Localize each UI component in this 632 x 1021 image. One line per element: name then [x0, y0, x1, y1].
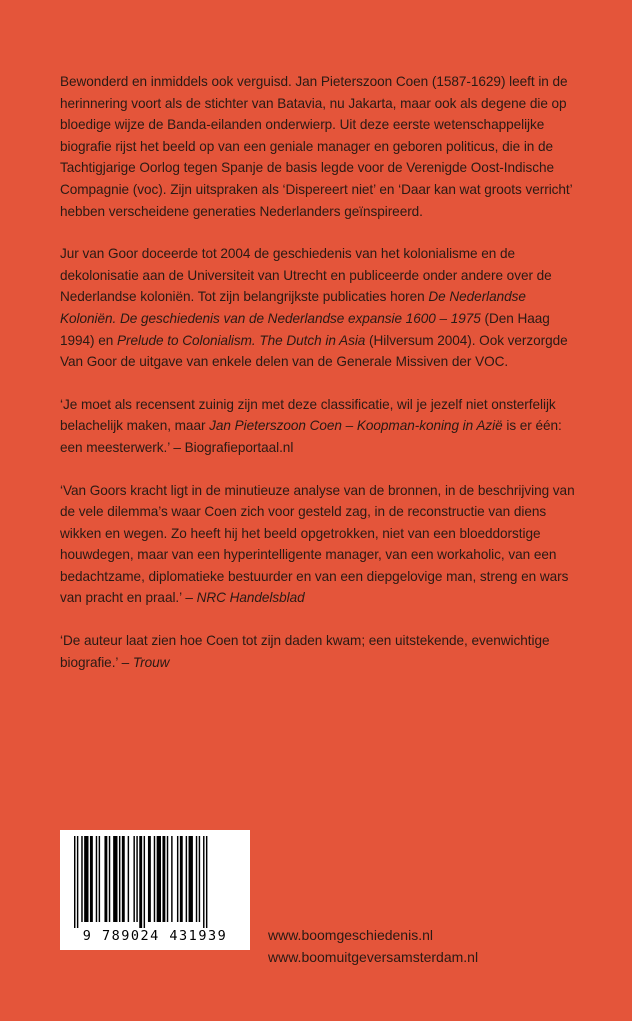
barcode-bar [139, 836, 142, 928]
barcode-bar [136, 836, 137, 922]
barcode-bar [113, 836, 117, 922]
barcode-bar [96, 836, 97, 922]
review-source-nrc: NRC Handelsblad [196, 590, 305, 606]
barcode-bar [189, 836, 193, 922]
publisher-urls [268, 924, 478, 968]
barcode-bar [104, 836, 107, 922]
barcode-bar [74, 836, 75, 928]
review-quote-3: ‘De auteur laat zien hoe Coen tot zijn daden kwam; een uitstekende, evenwichtige biografie.’ – Trouw [60, 633, 550, 670]
review-source-trouw: Trouw [132, 654, 170, 670]
barcode-bar [90, 836, 93, 922]
barcode-bars [60, 830, 250, 930]
url-boom-uitgevers[interactable]: www.boomuitgeversamsterdam.nl [268, 949, 479, 965]
barcode-bar [119, 836, 120, 922]
url-boom-geschiedenis[interactable]: www.boomgeschiedenis.nl [268, 927, 433, 943]
barcode-bar [206, 836, 207, 928]
barcode-bar [109, 836, 110, 922]
summary-paragraph: Bewonderd en inmiddels ook verguisd. Jan Pieterszoon Coen (1587-1629) leeft in de herinnering voort als de stichter van Batavia, nu Jakarta, maar ook als degene die op bloedige wijze de Banda-eilanden onderwierp. Uit deze eerste wetenschappelijke biografie rijst het beeld op van een geniale manager en geboren politicus, die in de Tachtigjarige Oorlog tegen Spanje de basis legde voor de Verenigde Oost-Indische Compagnie (voc). Zijn uitspraken als ‘Dispereert niet’ en ‘Daar kan wat groots verricht’ hebben verscheidene generaties Nederlanders geïnspireerd. [60, 74, 573, 219]
barcode-bar [77, 836, 78, 928]
barcode-bar [144, 836, 145, 928]
book-title-2: Prelude to Colonialism. The Dutch in Asia [117, 332, 366, 348]
quoted-title: Jan Pieterszoon Coen – Koopman-koning in Azië [209, 418, 503, 434]
blurb-text [60, 71, 580, 694]
author-bio-paragraph: Jur van Goor doceerde tot 2004 de geschiedenis van het kolonialisme en de dekolonisatie aan de Universiteit van Utrecht en publiceerde onder andere over de Nederlandse koloniën. Tot zijn belangrijkste publicaties horen De Nederlandse Koloniën. De geschiedenis van de Nederlandse expansie 1600 – 1975 (Den Haag 1994) en Prelude to Colonialism. The Dutch in Asia (Hilversum 2004). Ook verzorgde Van Goor de uitgave van enkele delen van de Generale Missiven der VOC. [60, 246, 568, 370]
barcode-bar [162, 836, 165, 922]
barcode-bar [203, 836, 204, 928]
isbn-barcode [60, 830, 250, 950]
barcode-bar [154, 836, 155, 922]
book-title-1: De Nederlandse Koloniën. De geschiedenis van de Nederlandse expansie 1600 – 1975 [60, 289, 526, 326]
review-quote-2: ‘Van Goors kracht ligt in de minutieuze analyse van de bronnen, in de beschrijving van de vele dilemma’s waar Coen zich voor gesteld zag, in de reconstructie van diens wikken en wegen. Zo heeft hij het beeld opgetrokken, niet van een bloeddorstige houwdegen, maar van een hyperintelligente manager, van een workaholic, van een bedachtzame, diplomatieke bestuurder en van een diepgelovige man, streng en wars van pracht en praal.’ – NRC Handelsblad [60, 482, 575, 606]
review-quote-1: ‘Je moet als recensent zuinig zijn met deze classificatie, wil je jezelf niet onsterfelijk belachelijk maken, maar Jan Pieterszoon Coen – Koopman-koning in Azië is er één: een meesterwerk.’ – Biografieportaal.nl [60, 396, 562, 455]
barcode-bar [81, 836, 82, 922]
barcode-bar [180, 836, 183, 922]
barcode-bar [122, 836, 125, 922]
barcode-bar [196, 836, 197, 922]
barcode-bar [128, 836, 129, 922]
barcode-bar [148, 836, 151, 922]
barcode-bar [167, 836, 168, 922]
isbn-number: 9 789024 431939 [82, 928, 228, 944]
barcode-bar [133, 836, 134, 922]
barcode-bar [171, 836, 172, 922]
barcode-bar [157, 836, 161, 922]
barcode-bar [99, 836, 100, 922]
barcode-bar [199, 836, 200, 922]
barcode-bar [84, 836, 88, 922]
barcode-bar [186, 836, 187, 922]
barcode-bar [177, 836, 178, 922]
